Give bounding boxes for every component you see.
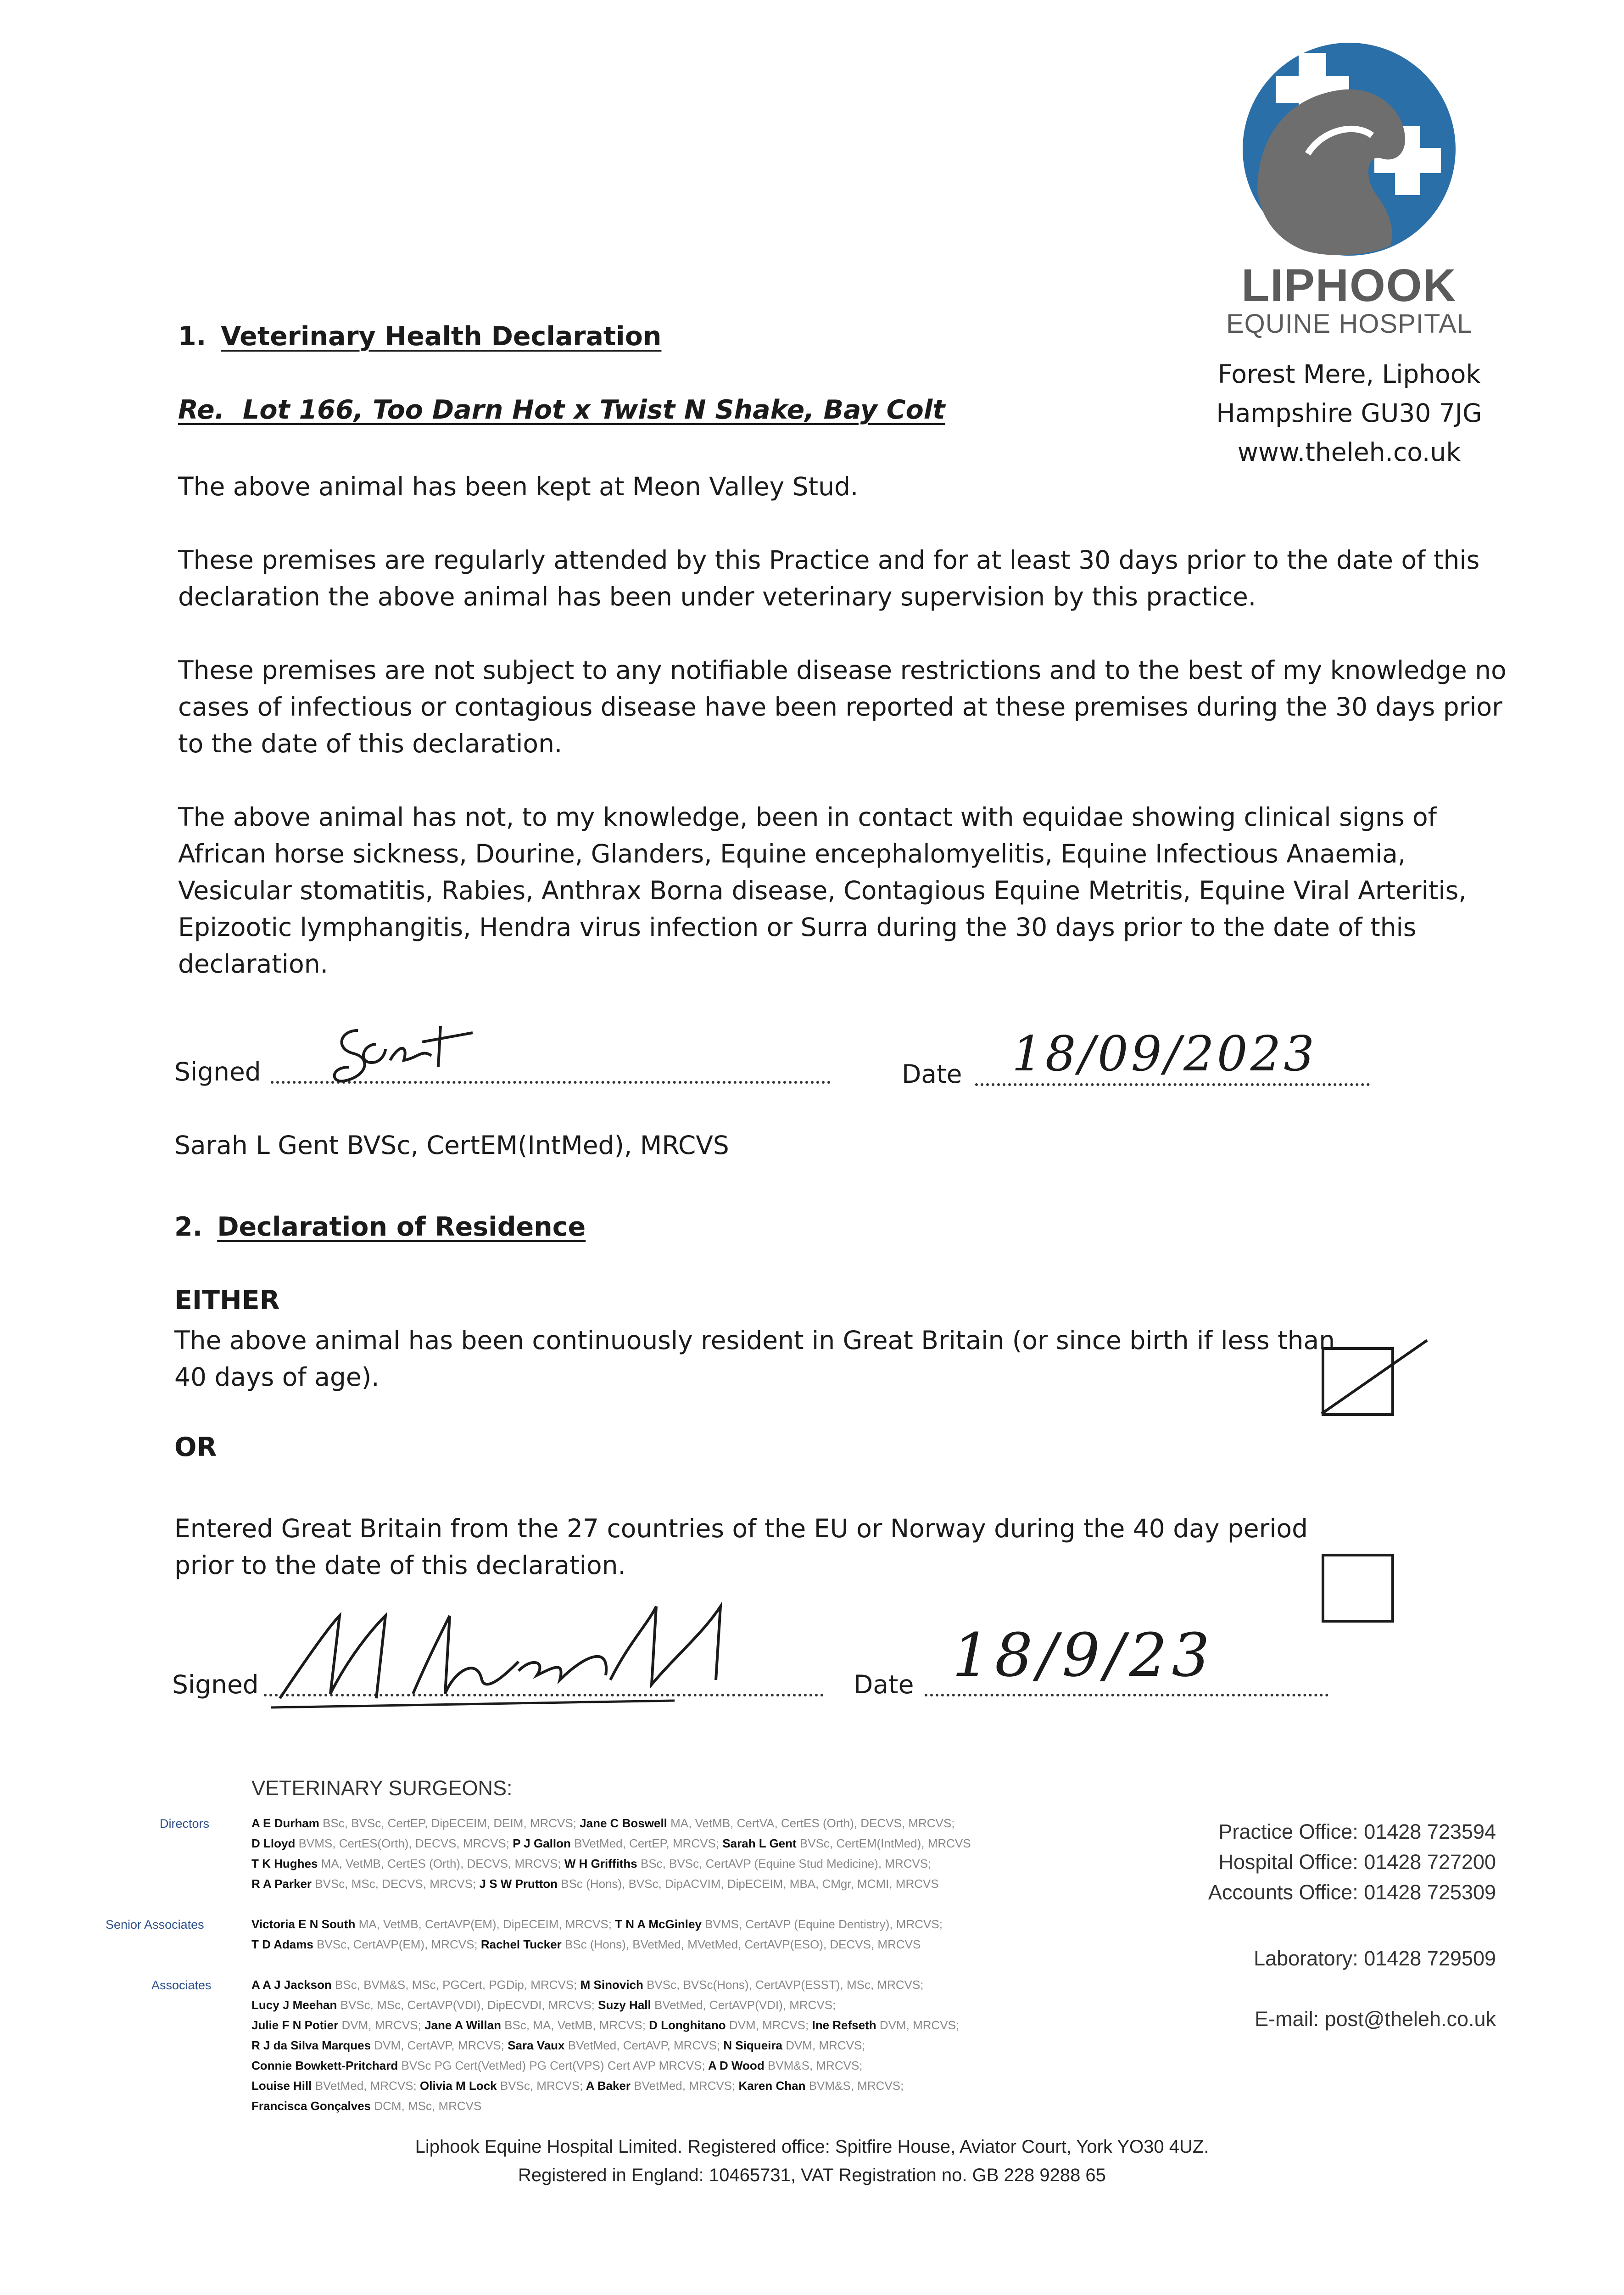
staff-name: Suzy Hall <box>594 1998 651 2012</box>
staff-line <box>251 2076 959 2096</box>
date-line-2 <box>925 1694 1328 1696</box>
staff-qualifications: BSc, MA, VetMB, MRCVS; <box>501 2018 646 2032</box>
address-line-1: Forest Mere, Liphook <box>1217 359 1481 389</box>
either-label: EITHER <box>174 1285 280 1315</box>
staff-qualifications: BVMS, CertAVP (Equine Dentistry), MRCVS; <box>701 1917 943 1931</box>
option1-text <box>174 1322 1335 1395</box>
staff-line <box>251 1914 943 1934</box>
associates-list <box>251 1975 959 2116</box>
para1: The above animal has been kept at Meon Valley Stud. <box>178 472 859 501</box>
para3 <box>178 652 1507 762</box>
staff-name: Karen Chan <box>735 2079 806 2093</box>
staff-line <box>251 1853 971 1874</box>
staff-line <box>251 2055 959 2076</box>
staff-name: D Longhitano <box>645 2018 726 2032</box>
staff-name: Connie Bowkett-Pritchard <box>251 2059 398 2072</box>
or-label: OR <box>174 1432 217 1462</box>
staff-name: M Sinovich <box>577 1978 643 1992</box>
staff-name: T K Hughes <box>251 1857 318 1870</box>
practice-office-phone: Practice Office: 01428 723594 <box>1218 1820 1496 1843</box>
staff-line <box>251 1833 971 1853</box>
staff-name: Julie F N Potier <box>251 2018 339 2032</box>
section1-title: Veterinary Health Declaration <box>221 321 662 352</box>
staff-qualifications: DVM, MRCVS; <box>725 2018 809 2032</box>
staff-qualifications: DVM, MRCVS; <box>782 2038 865 2052</box>
staff-qualifications: BVM&S, MRCVS; <box>764 2059 863 2072</box>
senior-associates-label: Senior Associates <box>106 1918 204 1931</box>
staff-qualifications: BVetMed, CertAVP(VDI), MRCVS; <box>651 1998 836 2012</box>
staff-qualifications: BVSc, BVSc(Hons), CertAVP(ESST), MSc, MRCVS; <box>643 1978 924 1992</box>
staff-qualifications: BVSc, MRCVS; <box>497 2079 583 2093</box>
brand-name: LIPHOOK <box>1241 260 1457 311</box>
staff-name: Francisca Gonçalves <box>251 2099 371 2113</box>
staff-name: W H Griffiths <box>561 1857 637 1870</box>
staff-qualifications: BVSc PG Cert(VetMed) PG Cert(VPS) Cert AVP MRCVS; <box>398 2059 705 2072</box>
section2-heading <box>174 1212 586 1242</box>
accounts-office-phone: Accounts Office: 01428 725309 <box>1208 1881 1496 1904</box>
staff-name: Sara Vaux <box>504 2038 565 2052</box>
para4-line-4: Epizootic lymphangitis, Hendra virus infection or Surra during the 30 days prior to the date of this <box>178 912 1417 942</box>
address-line-2: Hampshire GU30 7JG <box>1216 398 1482 428</box>
signature-icon <box>326 1017 482 1099</box>
hospital-office-phone: Hospital Office: 01428 727200 <box>1218 1850 1496 1874</box>
signed-label-2: Signed <box>172 1670 259 1699</box>
directors-list <box>251 1813 971 1894</box>
staff-line <box>251 2035 959 2055</box>
staff-line <box>251 1934 943 1954</box>
section1-number: 1. <box>178 321 206 352</box>
staff-line <box>251 1813 971 1833</box>
veterinary-surgeons-heading: VETERINARY SURGEONS: <box>251 1776 513 1800</box>
staff-qualifications: DVM, CertAVP, MRCVS; <box>371 2038 504 2052</box>
registered-office-line-1: Liphook Equine Hospital Limited. Registered office: Spitfire House, Aviator Court, York YO30 4UZ. <box>415 2137 1209 2157</box>
staff-qualifications: BSc, BVM&S, MSc, PGCert, PGDip, MRCVS; <box>331 1978 577 1992</box>
staff-qualifications: DVM, MRCVS; <box>338 2018 421 2032</box>
date-label-2: Date <box>854 1670 914 1699</box>
staff-qualifications: MA, VetMB, CertES (Orth), DECVS, MRCVS; <box>318 1857 561 1870</box>
staff-name: N Siqueira <box>720 2038 782 2052</box>
section1-heading <box>178 321 661 352</box>
staff-name: Ine Refseth <box>809 2018 876 2032</box>
option2-line-2: prior to the date of this declaration. <box>174 1551 626 1580</box>
staff-name: R J da Silva Marques <box>251 2038 371 2052</box>
staff-name: T D Adams <box>251 1937 313 1951</box>
option2-text <box>174 1510 1308 1584</box>
staff-qualifications: BSc, BVSc, CertEP, DipECEIM, DEIM, MRCVS; <box>319 1816 576 1830</box>
staff-qualifications: BVSc, MSc, CertAVP(VDI), DipECVDI, MRCVS; <box>337 1998 595 2012</box>
option2-line-1: Entered Great Britain from the 27 countries of the EU or Norway during the 40 day period <box>174 1514 1308 1543</box>
staff-qualifications: BSc, BVSc, CertAVP (Equine Stud Medicine), MRCVS; <box>637 1857 932 1870</box>
date-label-1: Date <box>902 1059 962 1089</box>
staff-qualifications: DCM, MSc, MRCVS <box>371 2099 482 2113</box>
date-value-1: 18/09/2023 <box>1012 1026 1317 1082</box>
staff-qualifications: BVetMed, MRCVS; <box>312 2079 417 2093</box>
staff-qualifications: MA, VetMB, CertAVP(EM), DipECEIM, MRCVS; <box>355 1917 612 1931</box>
para4-line-5: declaration. <box>178 949 329 979</box>
staff-qualifications: BVetMed, CertEP, MRCVS; <box>570 1836 720 1850</box>
staff-line <box>251 1975 959 1995</box>
option2-checkbox[interactable] <box>1322 1554 1394 1623</box>
para4-line-3: Vesicular stomatitis, Rabies, Anthrax Borna disease, Contagious Equine Metritis, Equine Viral Arteritis, <box>178 876 1467 905</box>
staff-name: J S W Prutton <box>476 1877 558 1891</box>
senior-associates-list <box>251 1914 943 1954</box>
signature-icon <box>262 1588 776 1717</box>
staff-name: A E Durham <box>251 1816 319 1830</box>
staff-qualifications: BVSc, CertAVP(EM), MRCVS; <box>313 1937 478 1951</box>
staff-name: P J Gallon <box>509 1836 571 1850</box>
staff-name: A Baker <box>583 2079 631 2093</box>
para3-line-1: These premises are not subject to any notifiable disease restrictions and to the best of my knowledge no <box>178 655 1507 685</box>
staff-name: R A Parker <box>251 1877 312 1891</box>
staff-name: A D Wood <box>705 2059 765 2072</box>
date-value-2: 18/9/23 <box>952 1620 1215 1690</box>
staff-name: Olivia M Lock <box>416 2079 497 2093</box>
brand-subtitle: EQUINE HOSPITAL <box>1226 309 1473 339</box>
staff-qualifications: BSc (Hons), BVSc, DipACVIM, DipECEIM, MBA, CMgr, MCMI, MRCVS <box>558 1877 939 1891</box>
registered-office-line-2: Registered in England: 10465731, VAT Registration no. GB 228 9288 65 <box>518 2165 1106 2185</box>
email-address[interactable]: E-mail: post@theleh.co.uk <box>1255 2007 1496 2031</box>
directors-label: Directors <box>160 1817 210 1830</box>
signed-label-1: Signed <box>174 1057 261 1086</box>
staff-name: A A J Jackson <box>251 1978 332 1992</box>
section2-number: 2. <box>174 1212 203 1242</box>
date-line-1 <box>975 1083 1370 1086</box>
option1-line-2: 40 days of age). <box>174 1362 379 1392</box>
diagonal-check-mark-icon <box>1312 1331 1432 1423</box>
option1-line-1: The above animal has been continuously resident in Great Britain (or since birth if less than <box>174 1326 1335 1355</box>
staff-name: Sarah L Gent <box>719 1836 797 1850</box>
para3-line-2: cases of infectious or contagious disease have been reported at these premises during the 30 days prior <box>178 692 1502 722</box>
para4 <box>178 799 1467 982</box>
staff-qualifications: BVetMed, MRCVS; <box>631 2079 736 2093</box>
staff-name: Jane A Willan <box>421 2018 501 2032</box>
staff-line <box>251 2096 959 2116</box>
staff-line <box>251 2015 959 2035</box>
staff-qualifications: BVetMed, CertAVP, MRCVS; <box>564 2038 720 2052</box>
staff-qualifications: BSc (Hons), BVetMed, MVetMed, CertAVP(ESO), DECVS, MRCVS <box>561 1937 921 1951</box>
staff-qualifications: BVMS, CertES(Orth), DECVS, MRCVS; <box>295 1836 509 1850</box>
lot-reference: Re. Lot 166, Too Darn Hot x Twist N Shake, Bay Colt <box>178 395 945 425</box>
para4-line-2: African horse sickness, Dourine, Glanders, Equine encephalomyelitis, Equine Infectious Anaemia, <box>178 839 1406 868</box>
horse-head-cross-logo-icon <box>1239 39 1459 259</box>
para2 <box>178 542 1479 615</box>
staff-qualifications: BVSc, CertEM(IntMed), MRCVS <box>796 1836 971 1850</box>
staff-name: Louise Hill <box>251 2079 312 2093</box>
section2-title: Declaration of Residence <box>217 1212 586 1242</box>
staff-name: Rachel Tucker <box>477 1937 562 1951</box>
staff-qualifications: DVM, MRCVS; <box>876 2018 960 2032</box>
staff-line <box>251 1874 971 1894</box>
signatory-name: Sarah L Gent BVSc, CertEM(IntMed), MRCVS <box>174 1131 729 1160</box>
staff-name: D Lloyd <box>251 1836 296 1850</box>
staff-name: Victoria E N South <box>251 1917 356 1931</box>
para2-line-1: These premises are regularly attended by this Practice and for at least 30 days prior to the date of this <box>178 545 1480 575</box>
staff-qualifications: MA, VetMB, CertVA, CertES (Orth), DECVS, MRCVS; <box>667 1816 955 1830</box>
laboratory-phone: Laboratory: 01428 729509 <box>1254 1947 1496 1970</box>
staff-name: Lucy J Meehan <box>251 1998 337 2012</box>
associates-label: Associates <box>151 1978 212 1992</box>
para4-line-1: The above animal has not, to my knowledge, been in contact with equidae showing clinical signs of <box>178 802 1437 832</box>
para2-line-2: declaration the above animal has been under veterinary supervision by this practice. <box>178 582 1256 611</box>
staff-qualifications: BVM&S, MRCVS; <box>805 2079 904 2093</box>
para3-line-3: to the date of this declaration. <box>178 729 563 758</box>
staff-name: T N A McGinley <box>611 1917 702 1931</box>
contact-block <box>1092 1817 1496 2034</box>
staff-line <box>251 1995 959 2015</box>
staff-name: Jane C Boswell <box>576 1816 667 1830</box>
staff-qualifications: BVSc, MSc, DECVS, MRCVS; <box>312 1877 476 1891</box>
website-link[interactable]: www.theleh.co.uk <box>1237 437 1461 467</box>
